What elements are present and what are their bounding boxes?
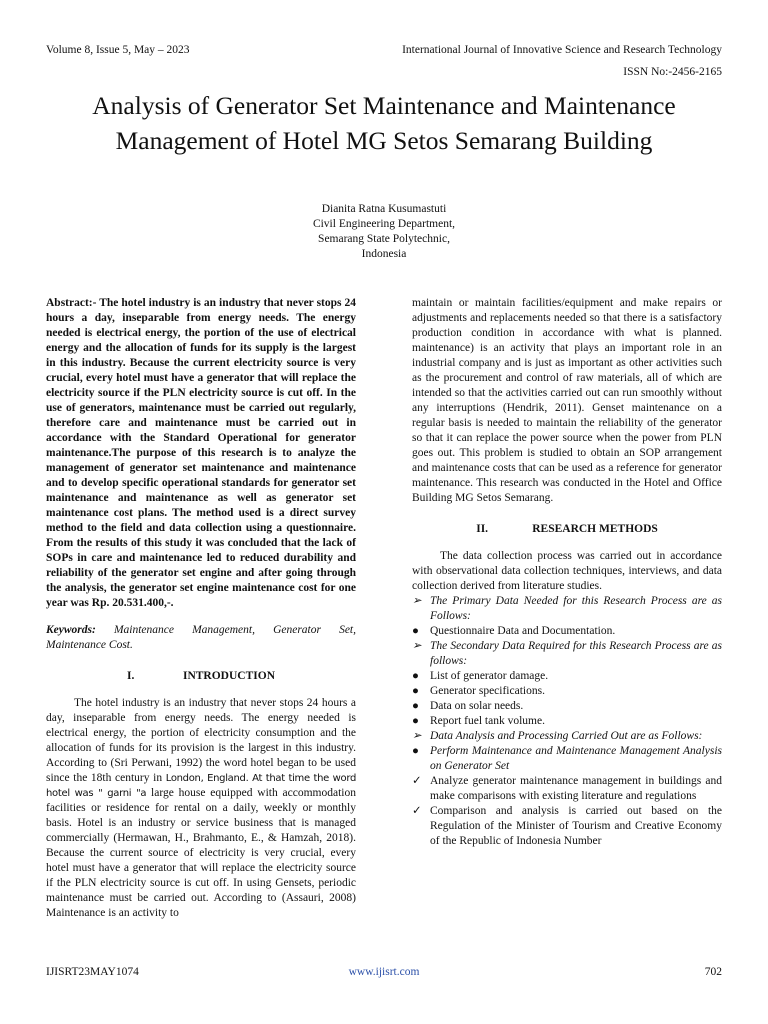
list-item: ● Questionnaire Data and Documentation. (412, 625, 616, 637)
section-heading-introduction (46, 669, 356, 684)
bullet-icon: ● (412, 700, 419, 712)
author-department: Civil Engineering Department, (312, 218, 456, 230)
issn: ISSN No:-2456-2165 (623, 66, 722, 78)
intro-paragraph (46, 696, 356, 921)
arrow-bullet-icon: ➢ (412, 730, 422, 742)
bullet-icon: ● (412, 715, 419, 727)
bullet-icon: ● (412, 670, 419, 682)
bullet-icon: ● (412, 625, 419, 637)
list-item: ● Data on solar needs. (412, 700, 524, 712)
list-item: ● Perform Maintenance and Maintenance Management Analysis on Generator Set (412, 745, 722, 772)
author-institution: Semarang State Polytechnic, (318, 233, 450, 245)
bullet-icon: ● (412, 745, 419, 757)
left-column (46, 296, 356, 921)
check-icon: ✓ (412, 805, 422, 817)
analysis-sub-list (412, 744, 722, 849)
keywords (46, 623, 356, 653)
arrow-bullet-icon: ➢ (412, 595, 422, 607)
section-number: II. (476, 523, 489, 535)
check-icon: ✓ (412, 775, 422, 787)
right-column (412, 296, 722, 849)
author-name: Dianita Ratna Kusumastuti (321, 203, 447, 215)
arrow-bullet-icon: ➢ (412, 640, 422, 652)
journal-name: International Journal of Innovative Science and Research Technology (402, 44, 722, 56)
list-heading: ➢ Data Analysis and Processing Carried Out are as Follows: (412, 730, 703, 742)
paper-title: Analysis of Generator Set Maintenance and Maintenance Management of Hotel MG Setos Semarang Building (92, 91, 676, 155)
list-item: ✓ Comparison and analysis is carried out based on the Regulation of the Minister of Tourism and Creative Economy of the Republic of Indonesia Number (412, 805, 722, 847)
list-item: ● Generator specifications. (412, 685, 545, 697)
keywords-label: Keywords: (46, 624, 96, 636)
section-title: RESEARCH METHODS (532, 523, 658, 535)
page-number: 702 (704, 966, 722, 978)
list-item: ✓ Analyze generator maintenance management in buildings and make comparisons with existing literature and regulations (412, 775, 722, 802)
author-block (234, 202, 534, 262)
list-heading: ➢ The Secondary Data Required for this Research Process are as follows: (412, 640, 722, 667)
secondary-data-list (412, 639, 722, 729)
intro-continued-paragraph: maintain or maintain facilities/equipment and make repairs or adjustments and replacements needed so that there is a satisfactory production condition in accordance with what is planned. maintenance) is an activity that plays an important role in an industrial company and is just as important as other activities such as the procurement and control of raw materials, all of which are intended so that the activities carried out can run smoothly without any interruptions (Hendrik, 2011). Genset maintenance on a regular basis is needed to maintain the reliability of the generator so that it can replace the power source when the power from PLN goes out. This problem is studied to obtain an SOP arrangement and maintenance costs that can be used as a reference for generator maintenance. This research was conducted in the Hotel and Office Building MG Setos Semarang. (412, 297, 722, 504)
bullet-icon: ● (412, 685, 419, 697)
intro-text-b: large house equipped with accommodation facilities or residence for rental on a daily, weekly or monthly basis. Hotel is an industry or service business that is managed commercially (Hermawan, H., Brahmanto, E., & Hamzah, 2018). Because the current source of electricity is very crucial, every hotel must have a generator that will replace the electricity source if the PLN electricity source is cut off. In using Gensets, periodic maintenance must be carried out. According to (Assauri, 2008) Maintenance is an activity to (46, 787, 356, 919)
intro-text-sans: London, England. At that time the word hotel was " garni "a (46, 773, 357, 799)
author-country: Indonesia (361, 248, 407, 260)
primary-data-list (412, 594, 722, 639)
list-heading: ➢ The Primary Data Needed for this Research Process are as Follows: (412, 595, 722, 622)
footer-site-link[interactable]: www.ijisrt.com (348, 966, 420, 978)
list-item: ● Report fuel tank volume. (412, 715, 545, 727)
intro-text-a: The hotel industry is an industry that never stops 24 hours a day, inseparable from energy needs. The energy needed is electrical energy, the portion of electricity consumption and the allocation of funds for its provision is the largest in this industry. According to (Sri Perwani, 1992) the word hotel began to be used since the 18th century in (46, 697, 356, 784)
footer-code: IJISRT23MAY1074 (46, 966, 139, 978)
list-item: ● List of generator damage. (412, 670, 549, 682)
methods-paragraph: The data collection process was carried out in accordance with observational data collection techniques, interviews, and data collection derived from literature studies. (412, 550, 722, 592)
abstract: Abstract:- The hotel industry is an industry that never stops 24 hours a day, inseparable from energy needs. The energy needed is electrical energy, the portion of the use of electrical energy and the allocation of funds for its supply is the largest in this industry. Because the current electricity source is very crucial, every hotel must have a generator that will replace the electricity source if the PLN electricity source is cut off. In the use of generators, maintenance must be carried out regularly, therefore care and maintenance must be carried out in accordance with the Standard Operational for generator maintenance.The purpose of this research is to analyze the management of generator set maintenance and maintenance and to develop specific operational standards for generator set maintenance and maintenance as well as generator set maintenance cost plans. The method used is a direct survey method to the field and data collection using a questionnaire. From the results of this study it was concluded that the lack of SOPs in care and maintenance led to reduced durability and reliability of the generator set engine and after going through the analysis, the generator set engine maintenance cost for one year was Rp. 20.531.400,-. (46, 297, 356, 609)
section-heading-methods (412, 522, 722, 537)
section-title: INTRODUCTION (182, 670, 275, 682)
section-number: I. (126, 670, 135, 682)
keywords-text: Maintenance Management, Generator Set, Maintenance Cost. (46, 624, 356, 651)
volume-issue: Volume 8, Issue 5, May – 2023 (46, 44, 190, 56)
analysis-list (412, 729, 722, 744)
